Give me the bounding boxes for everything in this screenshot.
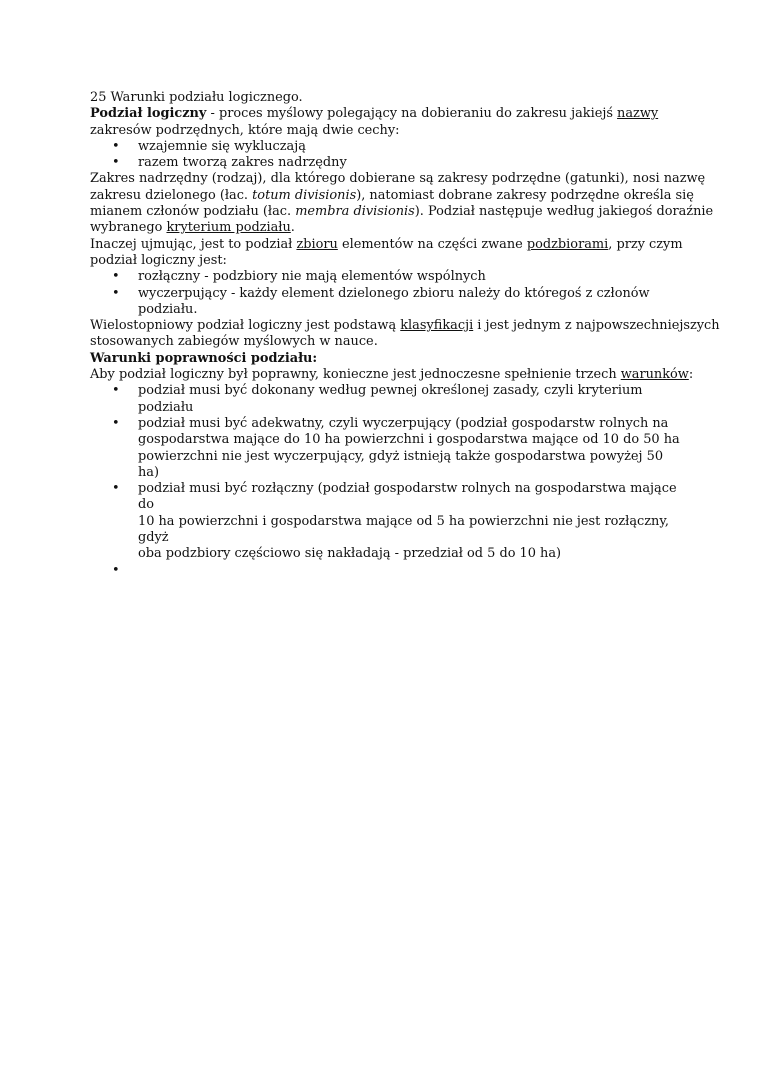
text-run: Inaczej ujmując, jest to podział: [90, 236, 297, 252]
text-run: :: [688, 367, 694, 383]
paragraph-line: [90, 220, 680, 236]
list-item: [90, 139, 680, 155]
text-run: elementów na części zwane: [337, 236, 527, 252]
text-run: Wielostopniowy podział logiczny jest podstawą: [90, 318, 401, 334]
text-run: i jest jednym z najpowszechniejszych: [473, 318, 720, 334]
list-item-text: podział musi być adekwatny, czyli wyczerpujący (podział gospodarstw rolnych na: [138, 415, 669, 431]
paragraph-line: [90, 187, 694, 204]
bullet-icon: •: [112, 155, 120, 171]
paragraph-line: [90, 367, 694, 383]
definition-text: - proces myślowy polegający na dobieraniu do zakresu jakiejś: [206, 106, 618, 122]
list-item-text: [138, 563, 680, 579]
list-item-text: podział musi być rozłączny (podział gospodarstw rolnych na gospodarstwa mające do: [138, 481, 677, 513]
document-heading: 25 Warunki podziału logicznego.: [90, 90, 303, 105]
bullet-icon: •: [112, 481, 120, 497]
conditions-list: [90, 383, 680, 579]
paragraph-line: [90, 204, 714, 220]
text-run: ), natomiast dobrane zakresy podrzędne określa się: [356, 187, 694, 203]
types-list: [90, 269, 680, 318]
definition-line-2: zakresów podrzędnych, które mają dwie cechy:: [90, 122, 400, 138]
list-item: [90, 563, 680, 579]
list-item: [90, 481, 680, 562]
text-run: Aby podział logiczny był poprawny, konieczne jest jednoczesne spełnienie trzech: [90, 367, 621, 383]
section-title: [90, 351, 680, 367]
text-run: .: [290, 220, 295, 236]
list-item: [90, 416, 680, 481]
paragraph-line: stosowanych zabiegów myślowych w nauce.: [90, 334, 378, 350]
text-run: , przy czym: [608, 236, 683, 252]
bullet-icon: •: [112, 383, 120, 399]
list-item-text: podział musi być dokonany według pewnej określonej zasady, czyli kryterium podziału: [138, 383, 643, 415]
link-podzbiorami[interactable]: podzbiorami: [526, 236, 609, 252]
bullet-icon: •: [112, 285, 120, 301]
definition-line: [90, 106, 680, 122]
paragraph-line: Zakres nadrzędny (rodzaj), dla którego dobierane są zakresy podrzędne (gatunki), nosi nazwę: [90, 171, 706, 187]
list-item: [90, 383, 680, 416]
list-item-text: 10 ha powierzchni i gospodarstwa mające od 5 ha powierzchni nie jest rozłączny, gdyż: [138, 513, 670, 546]
list-item-text: wyczerpujący - każdy element dzielonego zbioru należy do któregoś z członów podziału.: [138, 285, 650, 317]
list-item-text: razem tworzą zakres nadrzędny: [138, 155, 347, 171]
list-item-text: oba podzbiory częściowo się nakładają - przedział od 5 do 10 ha): [138, 546, 562, 562]
list-item: [90, 155, 680, 171]
bullet-icon: •: [112, 562, 120, 578]
paragraph-line: podział logiczny jest:: [90, 252, 227, 268]
definition-term: Podział logiczny: [90, 106, 207, 122]
link-zbioru[interactable]: zbioru: [296, 236, 338, 252]
latin-term: totum divisionis: [252, 187, 357, 203]
text-run: ). Podział następuje według jakiegoś doraźnie: [414, 204, 714, 220]
text-run: wybranego: [90, 220, 167, 236]
features-list: [90, 139, 680, 172]
list-item-text: gospodarstwa mające do 10 ha powierzchni i gospodarstwa mające od 10 do 50 ha: [138, 432, 680, 448]
bullet-icon: •: [112, 138, 120, 154]
list-item: [90, 269, 680, 285]
text-run: mianem członów podziału (łac.: [90, 204, 296, 220]
section-title-text: Warunki poprawności podziału:: [90, 350, 318, 366]
link-kryterium-podzialu[interactable]: kryterium podziału: [166, 220, 291, 236]
list-item-text: powierzchni nie jest wyczerpujący, gdyż istnieją także gospodarstwa powyżej 50 ha): [138, 448, 664, 480]
link-nazwy[interactable]: nazwy: [617, 106, 659, 122]
list-item-text: wzajemnie się wykluczają: [138, 138, 306, 154]
paragraph-line: [90, 318, 720, 334]
list-item: [90, 286, 680, 319]
list-item-text: rozłączny - podzbiory nie mają elementów wspólnych: [138, 269, 486, 285]
bullet-icon: •: [112, 415, 120, 431]
bullet-icon: •: [112, 269, 120, 285]
paragraph-line: [90, 236, 683, 253]
link-warunkow[interactable]: warunków: [620, 367, 689, 383]
text-run: zakresu dzielonego (łac.: [90, 187, 253, 203]
latin-term: membra divisionis: [295, 204, 415, 220]
document-page: [90, 90, 720, 579]
link-klasyfikacji[interactable]: klasyfikacji: [400, 318, 474, 334]
